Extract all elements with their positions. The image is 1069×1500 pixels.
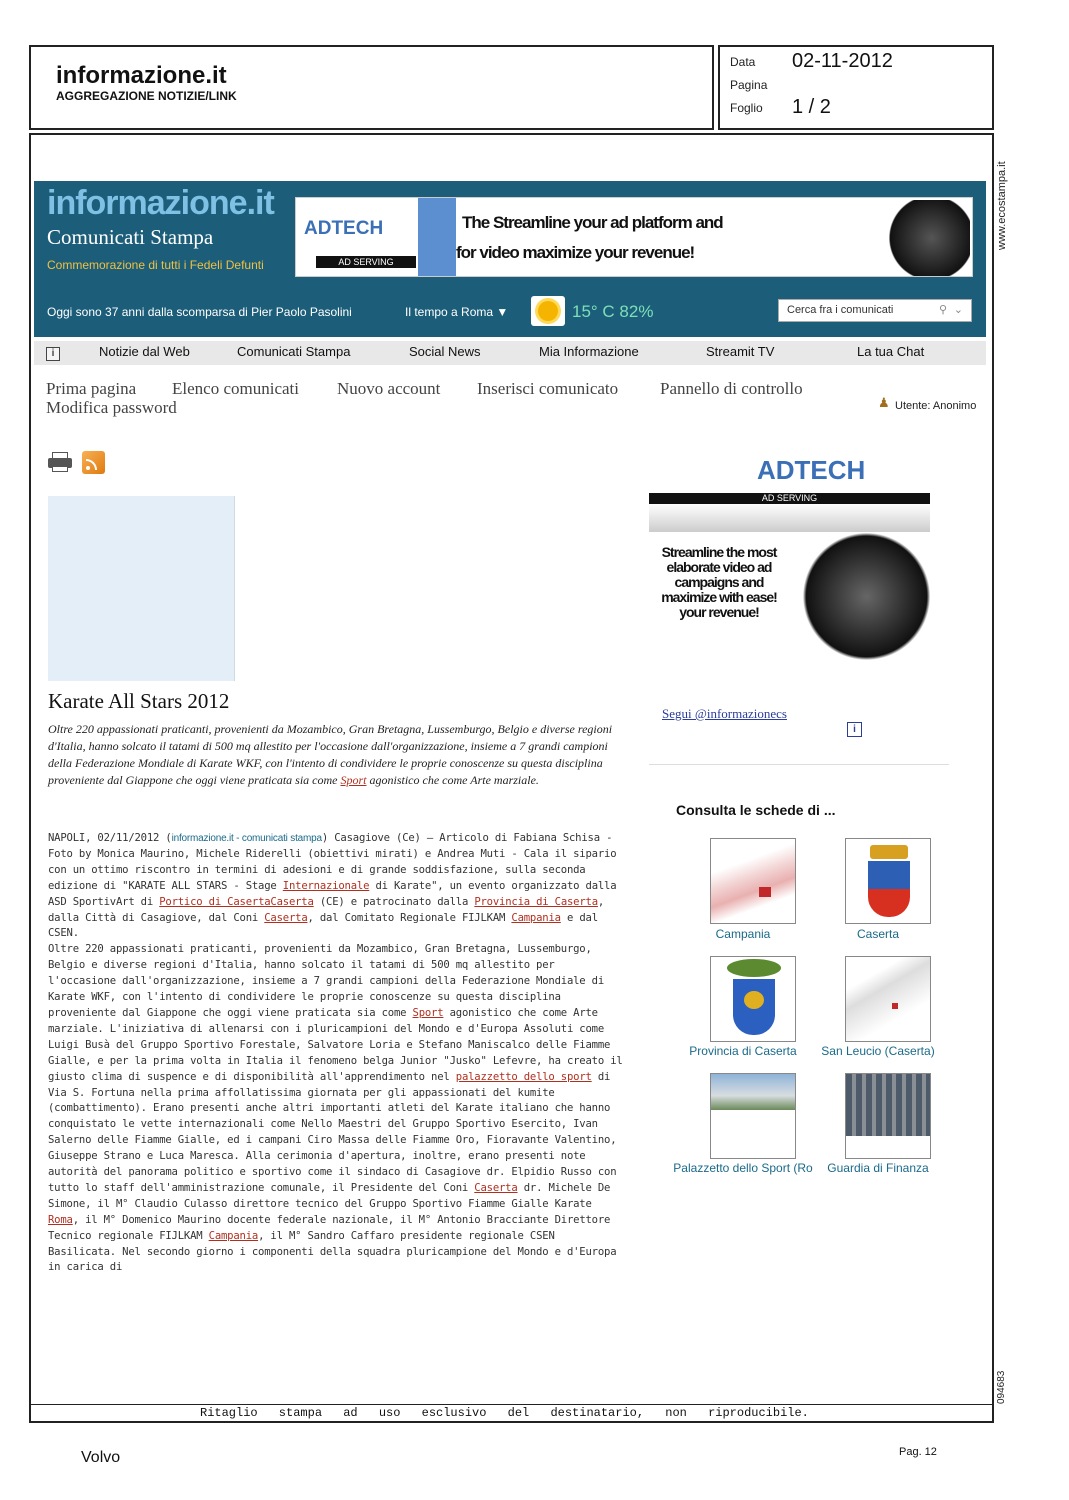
consulta-heading: Consulta le schede di ... (676, 802, 836, 818)
link-portico[interactable]: Portico di CasertaCaserta (159, 895, 314, 908)
subnav-prima-pagina[interactable]: Prima pagina (46, 379, 137, 398)
nav-comunicati[interactable]: Comunicati Stampa (237, 344, 351, 359)
link-provincia[interactable]: Provincia di Caserta (474, 895, 598, 908)
subnav-modifica-password[interactable]: Modifica password (46, 398, 177, 417)
scheda-label[interactable]: Guardia di Finanza (827, 1161, 929, 1175)
link-internazionale[interactable]: Internazionale (282, 879, 370, 892)
article-lead (48, 721, 623, 789)
client-name: Volvo (81, 1449, 121, 1466)
helmet-image (874, 200, 970, 276)
data-label: Data (730, 55, 756, 69)
body-text: Casagiove (Ce) – Articolo di Fabiana Schisa - Foto by Monica Maurino, Michele Riderelli (obiettivi mirati) e Andrea Muti - Cala il sipario con un ottimo riscontro in termini di adesioni e di grande soddisfazione, sulla seconda edizione di "KARATE ALL STARS - Stage (48, 832, 617, 892)
subnav-inserisci[interactable]: Inserisci comunicato (477, 379, 619, 398)
side-code: 094683 (996, 1370, 1007, 1404)
lead-text: Oltre 220 appassionati praticanti, provenienti da Mozambico, Gran Bretagna, Lussemburgo, Belgio e diverse regioni d'Italia, hanno solcato il tatami di 500 mq allestito per l'occasione dall'organizzazione, insieme a 7 grandi campioni della Federazione Mondiale di Karate WKF, con l'intento di condividere le proprie conoscenze su questa disciplina proveniente dal Giappone che oggi viene praticata sia come (48, 722, 613, 787)
link-caserta[interactable]: Caserta (264, 911, 308, 924)
link-palazzetto[interactable]: palazzetto dello sport (455, 1070, 592, 1083)
page-number: Pag. 12 (899, 1446, 937, 1458)
helmet-image (789, 533, 930, 674)
subnav-elenco[interactable]: Elenco comunicati (172, 379, 299, 398)
body-text: di Via S. Fortuna nella prima affollatissima giornata per gli appassionati del kumite (combattimento). Erano presenti anche altri importanti atleti del Karate italiano che hanno conquistato le vette internazionali come Nello Maestri del Gruppo Sportivo Esercito, Ivan Salerno delle Fiamme Gialle, ed i campani Ciro Massa delle Fiamme Oro, Fioravante Valentino, Giuseppe Strano e Luca Maresca. Alla cerimonia d'apertura, inoltre, erano presenti note autorità del panorama politico e sportivo come il sindaco di Casagiove dr. Elpidio Russo con tutto lo staff dell'amministrazione comunale, il Presidente del Coni (48, 1070, 617, 1194)
body-text: agonistico che come Arte marziale. L'iniziativa di allenarsi con i pluricampioni del Mondo e d'Europa Assoluti come Luigi Busà del Gruppo Sportivo Forestale, Salvatore Loria e Stefano Maniscalco delle Fiamme Gialle, e per la prima volta in Italia il fenomeno belga Junior "Jusko" Lefevre, ha creato il giusto clima di suspence e di disponibilità all'apprendimento nel (48, 1006, 623, 1083)
body-text: dr. Michele De Simone, il M° Claudio Culasso direttore tecnico del Gruppo Sportivo Fiamme Gialle Karate (48, 1181, 611, 1210)
dateline: NAPOLI, 02/11/2012 (48, 832, 160, 844)
link-caserta[interactable]: Caserta (474, 1181, 518, 1194)
scheda-label[interactable]: Palazzetto dello Sport (Ro (673, 1161, 813, 1175)
guardia-photo-thumb[interactable] (845, 1073, 931, 1159)
user-icon: ♟ (878, 395, 890, 410)
subnav-nuovo-account[interactable]: Nuovo account (337, 379, 441, 398)
site-logo[interactable]: informazione.it (47, 184, 274, 222)
top-ad-banner[interactable] (295, 197, 973, 277)
ad-serving-tag: AD SERVING (649, 493, 930, 504)
body-text: , dalla Città di Casagiove, dal Coni (48, 895, 605, 924)
nav-notizie[interactable]: Notizie dal Web (99, 344, 190, 359)
chevron-down-icon: ▼ (496, 305, 509, 319)
link-campania[interactable]: Campania (208, 1229, 259, 1242)
brand-title: informazione.it (56, 62, 227, 89)
body-text: , dal Comitato Regionale FIJLKAM (307, 911, 506, 924)
body-text: e dal CSEN. (48, 911, 598, 940)
lead-link-sport[interactable]: Sport (340, 773, 367, 787)
body-text: , il M° Domenico Maurino docente federale nazionale, il M° Antonio Bracciante Direttore Tecnico regionale FIJLKAM (48, 1213, 611, 1242)
ad-serving-tag: AD SERVING (316, 256, 416, 268)
subnav-pannello[interactable]: Pannello di controllo (660, 379, 803, 398)
body-text: Oltre 220 appassionati praticanti, provenienti da Mozambico, Gran Bretagna, Lussemburgo, Belgio e diverse regioni d'Italia, hanno solcato il tatami di 500 mq allestito per l'occasione dall'organizzazione, insieme a 7 grandi campioni della Federazione Mondiale di Karate WKF, con l'intento di condividere le proprie conoscenze su questa disciplina proveniente dal Giappone che oggi viene praticata sia come (48, 943, 605, 1019)
scheda-label[interactable]: Caserta (856, 927, 900, 941)
data-value: 02-11-2012 (792, 50, 893, 72)
source-link[interactable]: informazione.it - comunicati stampa (171, 833, 322, 844)
banner-line1: The Streamline your ad platform and (462, 213, 723, 232)
side-ad-text: Streamline the most elaborate video ad campaigns and maximize with ease! your revenue! (661, 544, 777, 620)
side-ad-banner[interactable] (649, 441, 930, 674)
link-campania[interactable]: Campania (511, 911, 561, 924)
scheda-label[interactable]: Provincia di Caserta (689, 1044, 797, 1058)
article-body: NAPOLI, 02/11/2012 (informazione.it - comunicati stampa) Casagiove (Ce) – Articolo di Fabiana Schisa - Foto by Monica Maurino, Michele Riderelli (obiettivi mirati) e Andrea Muti - Cala il sipario con un ottimo riscontro in termini di adesioni e di grande soddisfazione, sulla seconda edizione di "KARATE ALL STARS - Stage Internazionale di Karate", un evento organizzato dalla ASD SportivArt di Portico di CasertaCaserta (CE) e patrocinato dalla Provincia di Caserta, dalla Città di Casagiove, dal Coni Caserta, dal Comitato Regionale FIJLKAM Campania e dal CSEN. Oltre 220 appassionati praticanti, provenienti da Mozambico, Gran Bretagna, Lussemburgo, Belgio e diverse regioni d'Italia, hanno solcato il tatami di 500 mq allestito per l'occasione dall'organizzazione, insieme a 7 grandi campioni della Federazione Mondiale di Karate WKF, con l'intento di condividere le proprie conoscenze su questa disciplina proveniente dal Giappone che oggi viene praticata sia come Sport agonistico che come Arte marziale. L'iniziativa di allenarsi con i pluricampioni del Mondo e d'Europa Assoluti come Luigi Busà del Gruppo Sportivo Forestale, Salvatore Loria e Stefano Maniscalco delle Fiamme Gialle, e per la prima volta in Italia il fenomeno belga Junior "Jusko" Lefevre, ha creato il giusto clima di suspence e di disponibilità all'apprendimento nel palazzetto dello sport di Via S. Fortuna nella prima affollatissima giornata per gli appassionati del kumite (combattimento). Erano presenti anche altri importanti atleti del Karate italiano che hanno conquistato le vette internazionali come Nello Maestri del Gruppo Sportivo Esercito, Ivan Salerno delle Fiamme Gialle, ed i campani Ciro Massa delle Fiamme Oro, Fioravante Valentino, Giuseppe Strano e Luca Maresca. Alla cerimonia d'apertura, inoltre, erano presenti note autorità del panorama politico e sportivo come il sindaco di Casagiove dr. Elpidio Russo con tutto lo staff dell'amministrazione comunale, il Presidente del Coni Caserta dr. Michele De Simone, il M° Claudio Culasso direttore tecnico del Gruppo Sportivo Fiamme Gialle Karate Roma, il M° Domenico Maurino docente federale nazionale, il M° Antonio Bracciante Direttore Tecnico regionale FIJLKAM Campania, il M° Sandro Caffaro presidente regionale CSEN Basilicata. Nel secondo giorno i componenti della squadra pluricampione del Mondo e d'Europa in carica di (48, 832, 623, 1274)
brand-subtitle: AGGREGAZIONE NOTIZIE/LINK (56, 89, 237, 103)
sun-icon (531, 296, 565, 326)
provincia-crest-thumb[interactable] (710, 956, 796, 1042)
user-status: Utente: Anonimo (895, 400, 977, 412)
link-roma[interactable]: Roma (48, 1213, 73, 1226)
palazzetto-photo-thumb[interactable] (710, 1073, 796, 1159)
scheda-label[interactable]: San Leucio (Caserta) (821, 1044, 935, 1058)
nav-social-news[interactable]: Social News (409, 344, 481, 359)
caserta-crest-thumb[interactable] (845, 838, 931, 924)
anniversary-text: Oggi sono 37 anni dalla scomparsa di Pier Paolo Pasolini (47, 305, 352, 319)
article-title: Karate All Stars 2012 (48, 689, 230, 713)
article-image-placeholder (48, 496, 235, 681)
temperature-readout: 15° C 82% (572, 302, 654, 321)
ritaglio-notice: Ritaglio stampa ad uso esclusivo del destinatario, non riproducibile. (200, 1406, 809, 1420)
divider (649, 764, 949, 765)
banner-line2: for video maximize your revenue! (456, 243, 695, 262)
search-input[interactable] (778, 299, 972, 322)
weather-location-label: Il tempo a Roma (405, 305, 494, 319)
weather-location[interactable] (405, 305, 508, 319)
follow-link[interactable]: Segui @informazionecs (662, 706, 787, 721)
nav-mia-informazione[interactable]: Mia Informazione (539, 344, 639, 359)
body-text: (CE) e patrocinato dalla (319, 895, 469, 908)
info-icon[interactable]: i (46, 347, 60, 361)
foglio-value: 1 / 2 (792, 96, 831, 118)
site-subtitle: Commemorazione di tutti i Fedeli Defunti (47, 258, 264, 272)
print-icon[interactable] (48, 452, 72, 472)
lead-text-end: agonistico che come Arte marziale. (369, 773, 539, 787)
body-text: di Karate", un evento organizzato dalla ASD SportivArt di (48, 879, 617, 908)
search-icon[interactable]: ⚲ (938, 304, 947, 316)
foglio-label: Foglio (730, 101, 763, 115)
info-icon[interactable]: i (847, 722, 862, 737)
adtech-logo: ADTECH (304, 218, 384, 239)
chevron-down-icon[interactable]: ⌄ (953, 304, 963, 316)
adtech-logo: ADTECH (757, 455, 866, 485)
nav-chat[interactable]: La tua Chat (857, 344, 925, 359)
side-url: www.ecostampa.it (996, 161, 1008, 250)
san-leucio-map-thumb[interactable] (845, 956, 931, 1042)
body-text: , il M° Sandro Caffaro presidente regionale CSEN Basilicata. Nel secondo giorno i componenti della squadra pluricampione del Mondo e d'Europa in carica di (48, 1229, 617, 1274)
pagina-label: Pagina (730, 78, 768, 92)
rss-icon[interactable] (82, 451, 105, 474)
site-section-title: Comunicati Stampa (47, 225, 214, 249)
nav-streamit[interactable]: Streamit TV (706, 344, 775, 359)
campania-map-thumb[interactable] (710, 838, 796, 924)
scheda-label[interactable]: Campania (715, 927, 771, 941)
search-placeholder: Cerca fra i comunicati (787, 304, 894, 316)
link-sport[interactable]: Sport (412, 1006, 444, 1019)
